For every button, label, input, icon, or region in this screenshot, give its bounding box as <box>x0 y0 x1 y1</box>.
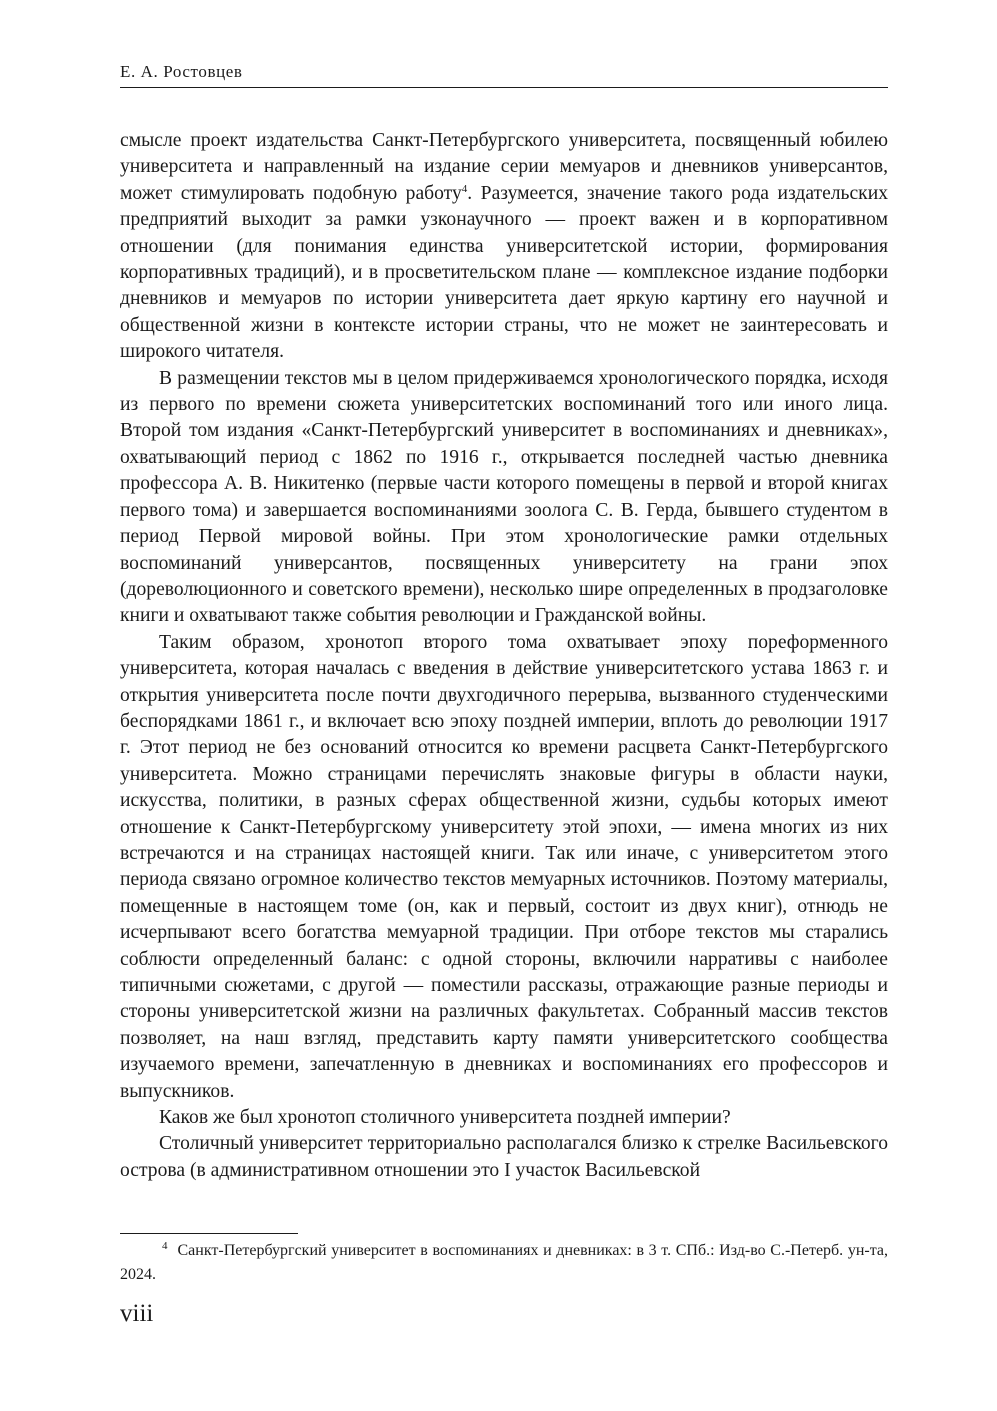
body-text <box>120 128 888 1184</box>
paragraph-2: В размещении текстов мы в целом придерживаемся хронологического порядка, исходя из первого по времени сюжета университетских воспоминаний того или иного лица. Второй том издания «Санкт-Петербургский университет в воспоминаниях и дневниках», охватывающий период с 1862 по 1916 г., открывается последней частью дневника профессора А. В. Никитенко (первые части которого помещены в первой и второй книгах первого тома) и завершается воспоминаниями зоолога С. В. Герда, бывшего студентом в период Первой мировой войны. При этом хронологические рамки отдельных воспоминаний универсантов, посвященных университету на грани эпох (дореволюционного и советского времени), несколько шире определенных в продзаголовке книги и охватывают также события революции и Гражданской войны. <box>120 367 888 627</box>
footnote-separator <box>120 1233 298 1234</box>
paragraph-4: Каков же был хронотоп столичного университета поздней империи? <box>159 1107 731 1129</box>
footnote-text: Санкт-Петербургский университет в воспоминаниях и дневниках: в 3 т. СПб.: Изд-во С.-Петерб. ун-та, 2024. <box>120 1242 888 1283</box>
header-rule <box>120 87 888 88</box>
footnote-4: 4 Санкт-Петербургский университет в воспоминаниях и дневниках: в 3 т. СПб.: Изд-во С.-Петерб. ун-та, 2024. <box>120 1240 888 1283</box>
paragraph-3: Таким образом, хронотоп второго тома охватывает эпоху пореформенного университета, которая началась с введения в действие университетского устава 1863 г. и открытия университета после почти двухгодичного перерыва, вызванного студенческими беспорядками 1861 г., и включает всю эпоху поздней империи, вплоть до революции 1917 г. Этот период не без оснований относится ко времени расцвета Санкт-Петербургского университета. Можно страницами перечислять знаковые фигуры в области науки, искусства, политики, в разных сферах общественной жизни, судьбы которых имеют отношение к Санкт-Петербургскому университету этой эпохи, — имена многих из них встречаются и на страницах настоящей книги. Так или иначе, с университетом этого периода связано огромное количество текстов мемуарных источников. Поэтому материалы, помещенные в настоящем томе (он, как и первый, состоит из двух книг), отнюдь не исчерпывают всего богатства мемуарной традиции. При отборе текстов мы старались соблюсти определенный баланс: с одной стороны, включили нарративы с наиболее типичными сюжетами, с другой — поместили рассказы, отражающие разные периоды и стороны университетской жизни на различных факультетах. Собранный массив текстов позволяет, на наш взгляд, представить карту памяти университетского сообщества изучаемого времени, запечатленную в дневниках и воспоминаниях его профессоров и выпускников. <box>120 631 888 1102</box>
paragraph-1-text-after-note: . Разумеется, значение такого рода издательских предприятий выходит за рамки узконаучного — проект важен и в корпоративном отношении (для понимания единства университетской истории, формирования корпоративных традиций), и в просветительском плане — комплексное издание подборки дневников и мемуаров по истории университета дает яркую картину его научной и общественной жизни в контексте истории страны, что не может не заинтересовать и широкого читателя. <box>120 182 888 363</box>
paragraph-1-text-before-note: смысле проект издательства Санкт-Петербургского университета, посвященный юбилею университета и направленный на издание серии мемуаров и дневников универсантов, может стимулировать подобную работу <box>120 130 888 204</box>
paragraph-5: Столичный университет территориально располагался близко к стрелке Васильевского острова (в административном отношении это I участок Васильевской <box>120 1133 888 1181</box>
footnote-reference-4[interactable]: 4 <box>461 182 468 195</box>
page-number: viii <box>120 1300 154 1327</box>
paragraph-1-continued <box>120 128 888 366</box>
running-head-author: Е. А. Ростовцев <box>120 62 243 81</box>
